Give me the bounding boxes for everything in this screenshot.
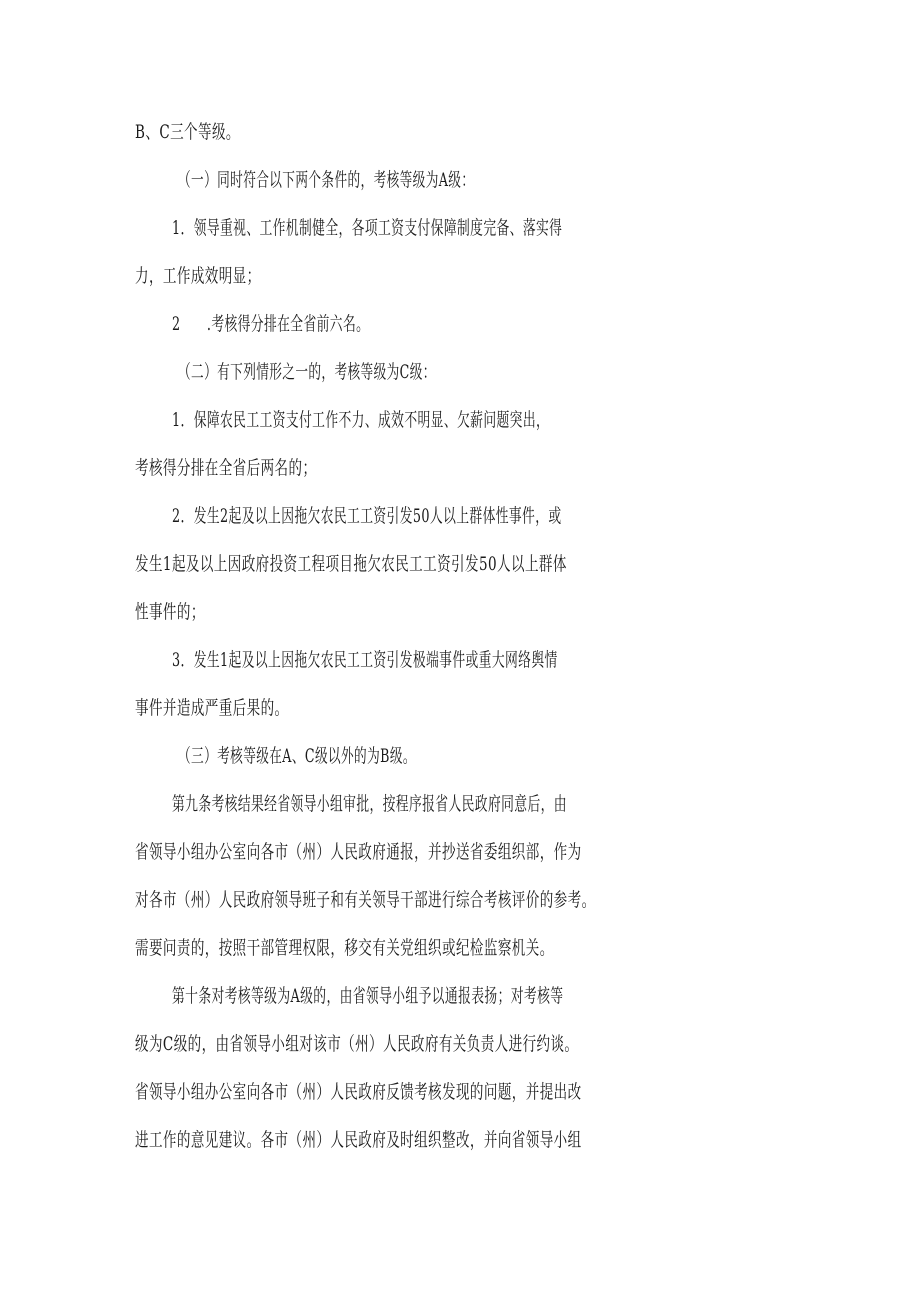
text-line: 需要问责的，按照干部管理权限，移交有关党组织或纪检监察机关。	[135, 937, 554, 959]
text-line: B、C三个等级。	[135, 121, 240, 143]
text-line: 2 .考核得分排在全省前六名。	[172, 313, 370, 335]
text-line: （二）有下列情形之一的，考核等级为C级：	[178, 361, 436, 383]
text-line: （三）考核等级在A、C级以外的为B级。	[178, 745, 416, 767]
text-line: 1．领导重视、工作机制健全，各项工资支付保障制度完备、落实得	[172, 217, 563, 239]
text-line: 发生1起及以上因政府投资工程项目拖欠农民工工资引发50人以上群体	[135, 553, 567, 575]
text-line: 考核得分排在全省后两名的；	[135, 457, 317, 479]
text-line: 2．发生2起及以上因拖欠农民工工资引发50人以上群体性事件，或	[172, 505, 562, 527]
text-line: 性事件的；	[135, 601, 205, 623]
text-line: 第十条对考核等级为A级的，由省领导小组予以通报表扬；对考核等	[172, 985, 564, 1007]
text-line: 第九条考核结果经省领导小组审批，按程序报省人民政府同意后，由	[172, 793, 567, 815]
text-line: （一）同时符合以下两个条件的，考核等级为A级：	[178, 169, 475, 191]
text-line: 3．发生1起及以上因拖欠农民工工资引发极端事件或重大网络舆情	[172, 649, 558, 671]
text-line: 进工作的意见建议。各市（州）人民政府及时组织整改，并向省领导小组	[135, 1129, 582, 1151]
text-line: 对各市（州）人民政府领导班子和有关领导干部进行综合考核评价的参考。	[135, 889, 596, 911]
text-line: 事件并造成严重后果的。	[135, 697, 289, 719]
text-line: 力，工作成效明显；	[135, 265, 261, 287]
text-line: 1．保障农民工工资支付工作不力、成效不明显、欠薪问题突出，	[172, 409, 550, 431]
text-line: 级为C级的，由省领导小组对该市（州）人民政府有关负责人进行约谈。	[135, 1033, 579, 1055]
text-line: 省领导小组办公室向各市（州）人民政府反馈考核发现的问题，并提出改	[135, 1081, 582, 1103]
text-line: 省领导小组办公室向各市（州）人民政府通报，并抄送省委组织部，作为	[135, 841, 582, 863]
